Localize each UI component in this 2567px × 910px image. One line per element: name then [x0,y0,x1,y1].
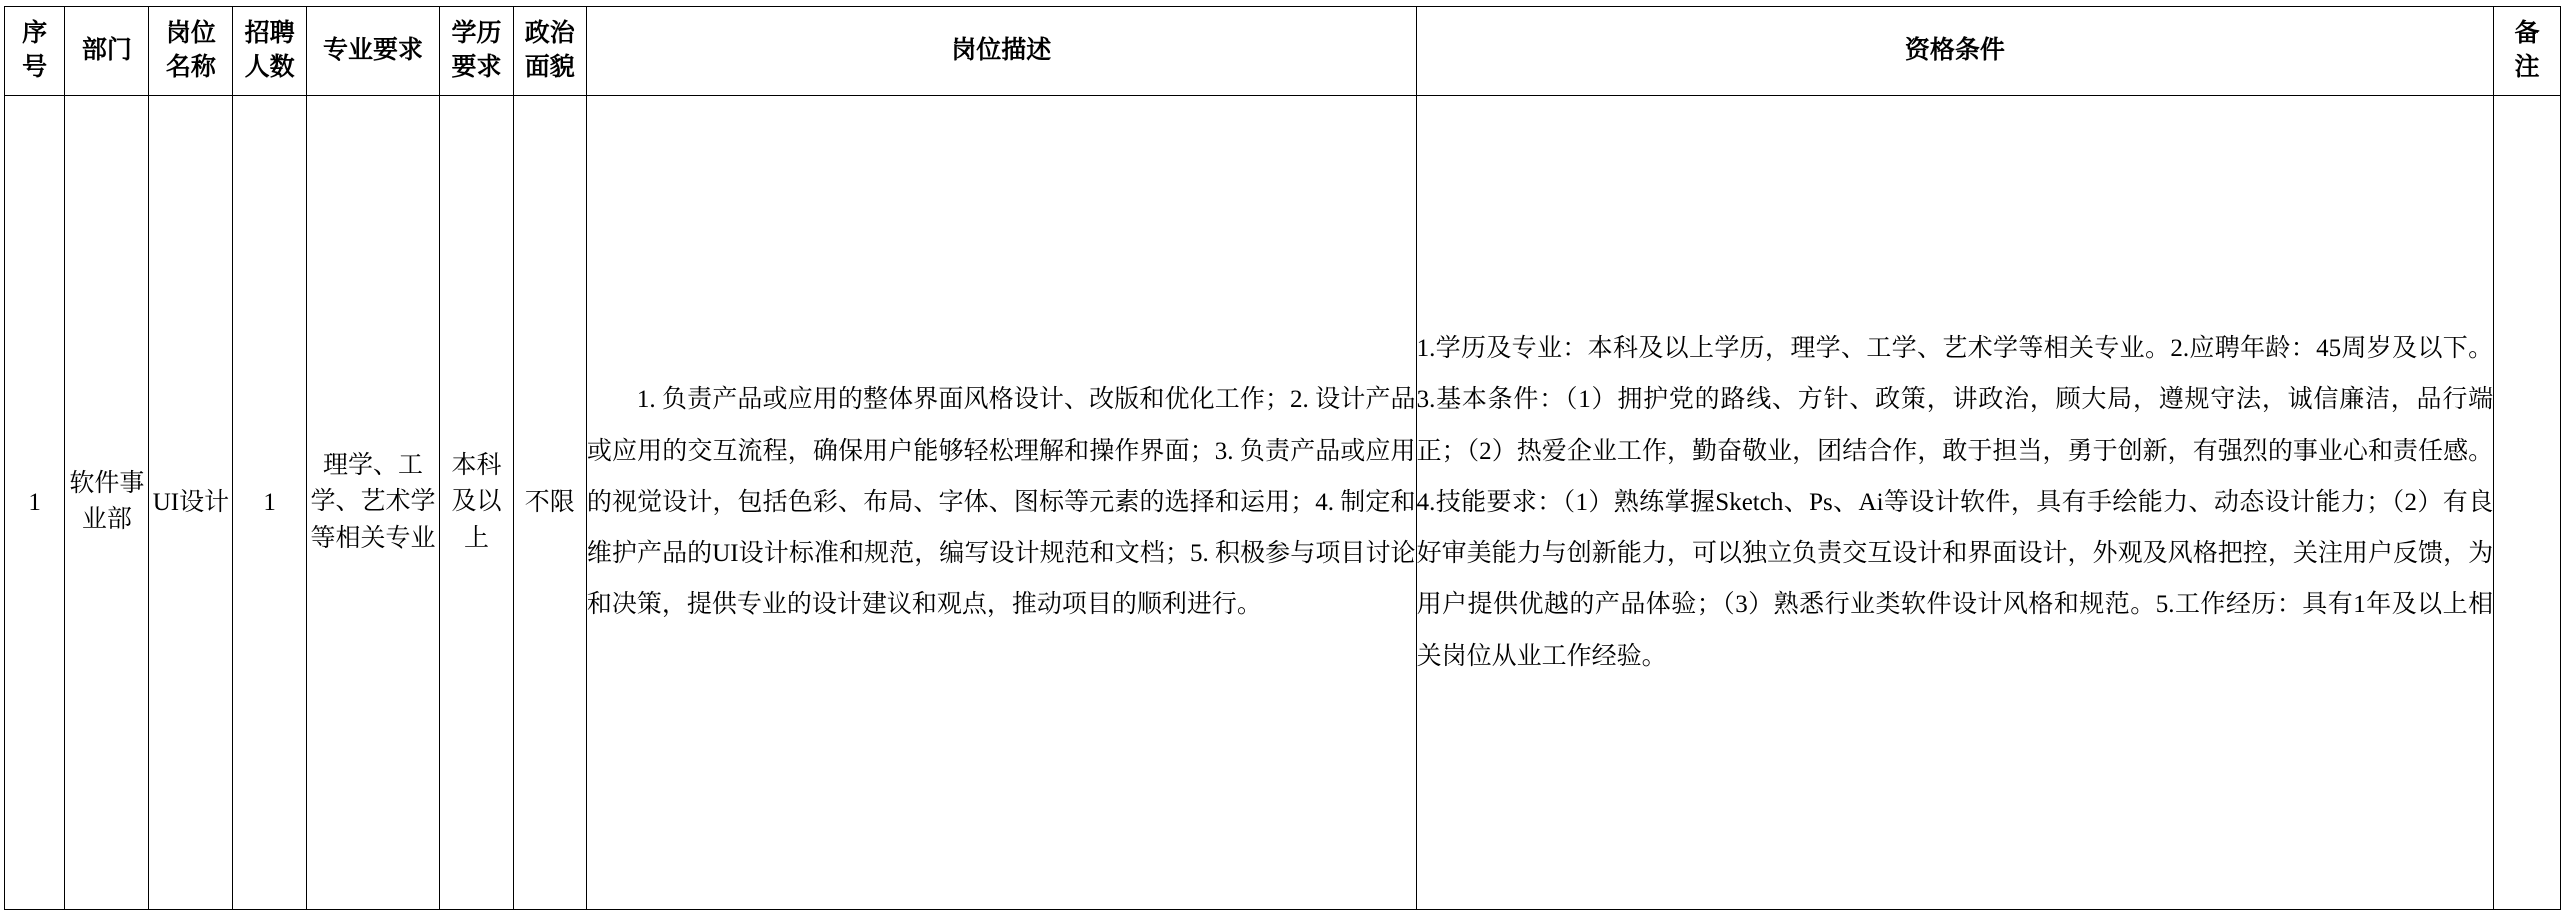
cell-department [65,96,149,910]
column-header-major [306,7,440,96]
column-header-qualification [1416,7,2494,96]
cell-job-description [586,96,1416,910]
column-header-post [149,7,233,96]
column-header-description-line1: 岗位描述 [951,37,1052,65]
cell-education-requirement [440,96,513,910]
column-header-politics-line2: 面貌 [524,54,575,81]
column-header-num-line1: 招聘 [244,20,295,48]
cell-major-requirement [306,96,440,910]
table-body [5,96,2561,910]
cell-seq [5,96,65,910]
column-header-edu-line1: 学历 [451,20,502,48]
cell-education-requirement-text: 本科及以上 [451,452,502,552]
cell-headcount-text: 1 [263,488,276,516]
cell-job-description-text: 1. 负责产品或应用的整体界面风格设计、改版和优化工作；2. 设计产品或应用的交互流程，确保用户能够轻松理解和操作界面；3. 负责产品或应用的视觉设计，包括色彩、布局、字体、图标等元素的选择和运用；4. 制定和维护产品的UI设计标准和规范，编写设计规范和文档；5. 积极参与项目讨论和决策，提供专业的设计建议和观点，推动项目的顺利进行。 [586,386,1416,619]
column-header-politics [513,7,586,96]
cell-headcount [233,96,306,910]
cell-qualification [1416,96,2494,910]
column-header-num [233,7,306,96]
cell-political-status-text: 不限 [524,488,575,516]
cell-seq-text: 1 [28,488,41,516]
column-header-major-line1: 专业要求 [323,37,424,65]
cell-post-name [149,96,233,910]
column-header-dept-line1: 部门 [81,37,132,65]
column-header-seq-line2: 号 [22,54,48,81]
column-header-politics-line1: 政治 [524,20,575,48]
column-header-dept [65,7,149,96]
column-header-post-line1: 岗位 [165,20,216,48]
cell-political-status [513,96,586,910]
cell-post-name-text: UI设计 [152,488,230,516]
cell-remark [2494,96,2561,910]
column-header-seq [5,7,65,96]
column-header-description [586,7,1416,96]
table-row [5,96,2561,910]
header-row [5,7,2561,96]
column-header-remark-line1: 备 [2514,20,2540,48]
cell-department-text: 软件事业部 [69,470,145,534]
cell-major-requirement-text: 理学、工学、艺术学等相关专业 [310,452,436,552]
column-header-remark-line2: 注 [2514,54,2540,81]
recruitment-table [4,6,2561,910]
column-header-seq-line1: 序 [22,20,48,48]
cell-qualification-text: 1.学历及专业：本科及以上学历，理学、工学、艺术学等相关专业。2.应聘年龄：45周岁及以下。3.基本条件：（1）拥护党的路线、方针、政策，讲政治，顾大局，遵规守法，诚信廉洁，品行端正；（2）热爱企业工作，勤奋敬业，团结合作，敢于担当，勇于创新，有强烈的事业心和责任感。4.技能要求：（1）熟练掌握Sketch、Ps、Ai等设计软件，具有手绘能力、动态设计能力；（2）有良好审美能力与创新能力，可以独立负责交互设计和界面设计，外观及风格把控，关注用户反馈，为用户提供优越的产品体验；（3）熟悉行业类软件设计风格和规范。5.工作经历：具有1年及以上相关岗位从业工作经验。 [1416,335,2494,670]
column-header-edu [440,7,513,96]
table-header [5,7,2561,96]
column-header-post-line2: 名称 [165,54,216,81]
column-header-qualification-line1: 资格条件 [1904,37,2005,65]
column-header-remark [2494,7,2561,96]
column-header-num-line2: 人数 [244,54,295,81]
column-header-edu-line2: 要求 [451,54,502,81]
